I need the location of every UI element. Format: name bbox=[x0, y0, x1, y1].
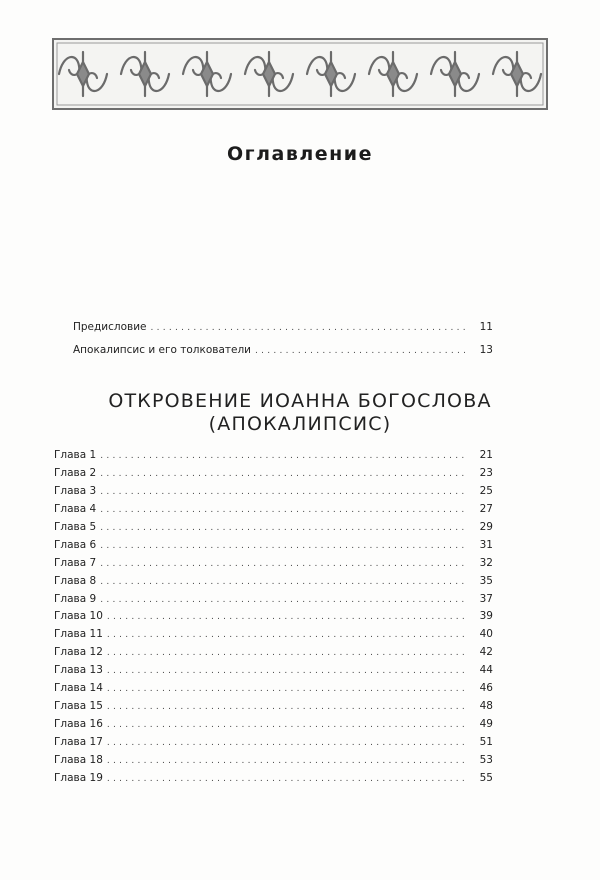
toc-entry-label: Глава 15 bbox=[54, 700, 103, 713]
toc-entry[interactable] bbox=[54, 593, 493, 611]
toc-entry-label: Глава 18 bbox=[54, 753, 103, 766]
dot-leader bbox=[100, 469, 467, 479]
toc-entry-label: Глава 19 bbox=[54, 771, 103, 784]
toc-entry-label: Апокалипсис и его толкователи bbox=[73, 344, 252, 356]
dot-leader bbox=[100, 487, 467, 497]
dot-leader bbox=[107, 774, 467, 784]
section-title bbox=[0, 390, 600, 436]
toc-entry-page: 48 bbox=[479, 700, 493, 713]
toc-entry-label: Глава 16 bbox=[54, 718, 103, 731]
toc-entry[interactable] bbox=[54, 503, 493, 521]
toc-entry-page: 46 bbox=[479, 682, 493, 695]
dot-leader bbox=[107, 720, 467, 730]
toc-entry[interactable] bbox=[54, 736, 493, 754]
toc-entry-page: 27 bbox=[479, 502, 493, 515]
toc-entry-page: 49 bbox=[479, 718, 493, 731]
toc-entry[interactable] bbox=[73, 344, 493, 367]
toc-entry-label: Глава 6 bbox=[54, 538, 97, 551]
dot-leader bbox=[100, 541, 467, 551]
toc-entry-page: 13 bbox=[479, 344, 493, 356]
toc-entry[interactable] bbox=[54, 628, 493, 646]
dot-leader bbox=[107, 756, 467, 766]
front-matter-list bbox=[73, 321, 493, 367]
toc-entry[interactable] bbox=[54, 646, 493, 664]
toc-entry-label: Глава 14 bbox=[54, 682, 103, 695]
toc-entry-label: Глава 8 bbox=[54, 574, 97, 587]
dot-leader bbox=[100, 559, 467, 569]
dot-leader bbox=[107, 648, 467, 658]
toc-entry[interactable] bbox=[54, 610, 493, 628]
toc-entry-label: Предисловие bbox=[73, 321, 147, 333]
toc-entry-page: 44 bbox=[479, 664, 493, 677]
toc-entry-label: Глава 5 bbox=[54, 520, 97, 533]
toc-entry-page: 29 bbox=[479, 520, 493, 533]
toc-entry-label: Глава 3 bbox=[54, 484, 97, 497]
toc-entry-page: 32 bbox=[479, 556, 493, 569]
dot-leader bbox=[151, 323, 468, 333]
toc-entry-label: Глава 2 bbox=[54, 466, 97, 479]
toc-entry[interactable] bbox=[73, 321, 493, 344]
dot-leader bbox=[107, 702, 467, 712]
toc-entry[interactable] bbox=[54, 575, 493, 593]
dot-leader bbox=[107, 666, 467, 676]
floral-border-ornament bbox=[52, 38, 548, 110]
toc-entry-page: 37 bbox=[479, 592, 493, 605]
toc-entry[interactable] bbox=[54, 449, 493, 467]
dot-leader bbox=[100, 577, 467, 587]
section-title-line-2: (АПОКАЛИПСИС) bbox=[208, 413, 392, 435]
toc-entry-label: Глава 12 bbox=[54, 646, 103, 659]
toc-entry-page: 21 bbox=[479, 449, 493, 461]
toc-entry[interactable] bbox=[54, 682, 493, 700]
dot-leader bbox=[100, 523, 467, 533]
dot-leader bbox=[107, 630, 467, 640]
toc-entry-page: 35 bbox=[479, 574, 493, 587]
toc-entry-label: Глава 9 bbox=[54, 592, 97, 605]
toc-entry[interactable] bbox=[54, 539, 493, 557]
toc-entry-page: 31 bbox=[479, 538, 493, 551]
toc-entry-label: Глава 4 bbox=[54, 502, 97, 515]
toc-entry-page: 23 bbox=[479, 466, 493, 479]
toc-entry[interactable] bbox=[54, 557, 493, 575]
toc-entry[interactable] bbox=[54, 718, 493, 736]
toc-entry-page: 39 bbox=[479, 610, 493, 623]
dot-leader bbox=[100, 505, 467, 515]
toc-entry-page: 40 bbox=[479, 628, 493, 641]
toc-entry-page: 55 bbox=[479, 771, 493, 784]
toc-entry[interactable] bbox=[54, 754, 493, 772]
toc-entry[interactable] bbox=[54, 485, 493, 503]
toc-entry-label: Глава 10 bbox=[54, 610, 103, 623]
toc-entry[interactable] bbox=[54, 521, 493, 539]
toc-entry[interactable] bbox=[54, 700, 493, 718]
section-title-line-1: ОТКРОВЕНИЕ ИОАННА БОГОСЛОВА bbox=[108, 390, 492, 412]
toc-entry-label: Глава 17 bbox=[54, 736, 103, 748]
page-heading: Оглавление bbox=[227, 143, 373, 165]
toc-entry-label: Глава 13 bbox=[54, 664, 103, 677]
dot-leader bbox=[100, 595, 467, 605]
dot-leader bbox=[100, 451, 467, 461]
toc-entry-page: 42 bbox=[479, 646, 493, 659]
chapter-list bbox=[54, 449, 493, 790]
toc-entry[interactable] bbox=[54, 772, 493, 790]
dot-leader bbox=[107, 738, 467, 748]
toc-entry-page: 11 bbox=[479, 321, 493, 333]
toc-entry-page: 53 bbox=[479, 753, 493, 766]
toc-entry-label: Глава 11 bbox=[54, 628, 103, 641]
dot-leader bbox=[255, 346, 467, 356]
dot-leader bbox=[107, 684, 467, 694]
toc-entry[interactable] bbox=[54, 664, 493, 682]
toc-entry[interactable] bbox=[54, 467, 493, 485]
dot-leader bbox=[107, 612, 467, 622]
toc-entry-label: Глава 1 bbox=[54, 449, 97, 461]
toc-entry-label: Глава 7 bbox=[54, 556, 97, 569]
toc-entry-page: 51 bbox=[479, 736, 493, 748]
toc-entry-page: 25 bbox=[479, 484, 493, 497]
